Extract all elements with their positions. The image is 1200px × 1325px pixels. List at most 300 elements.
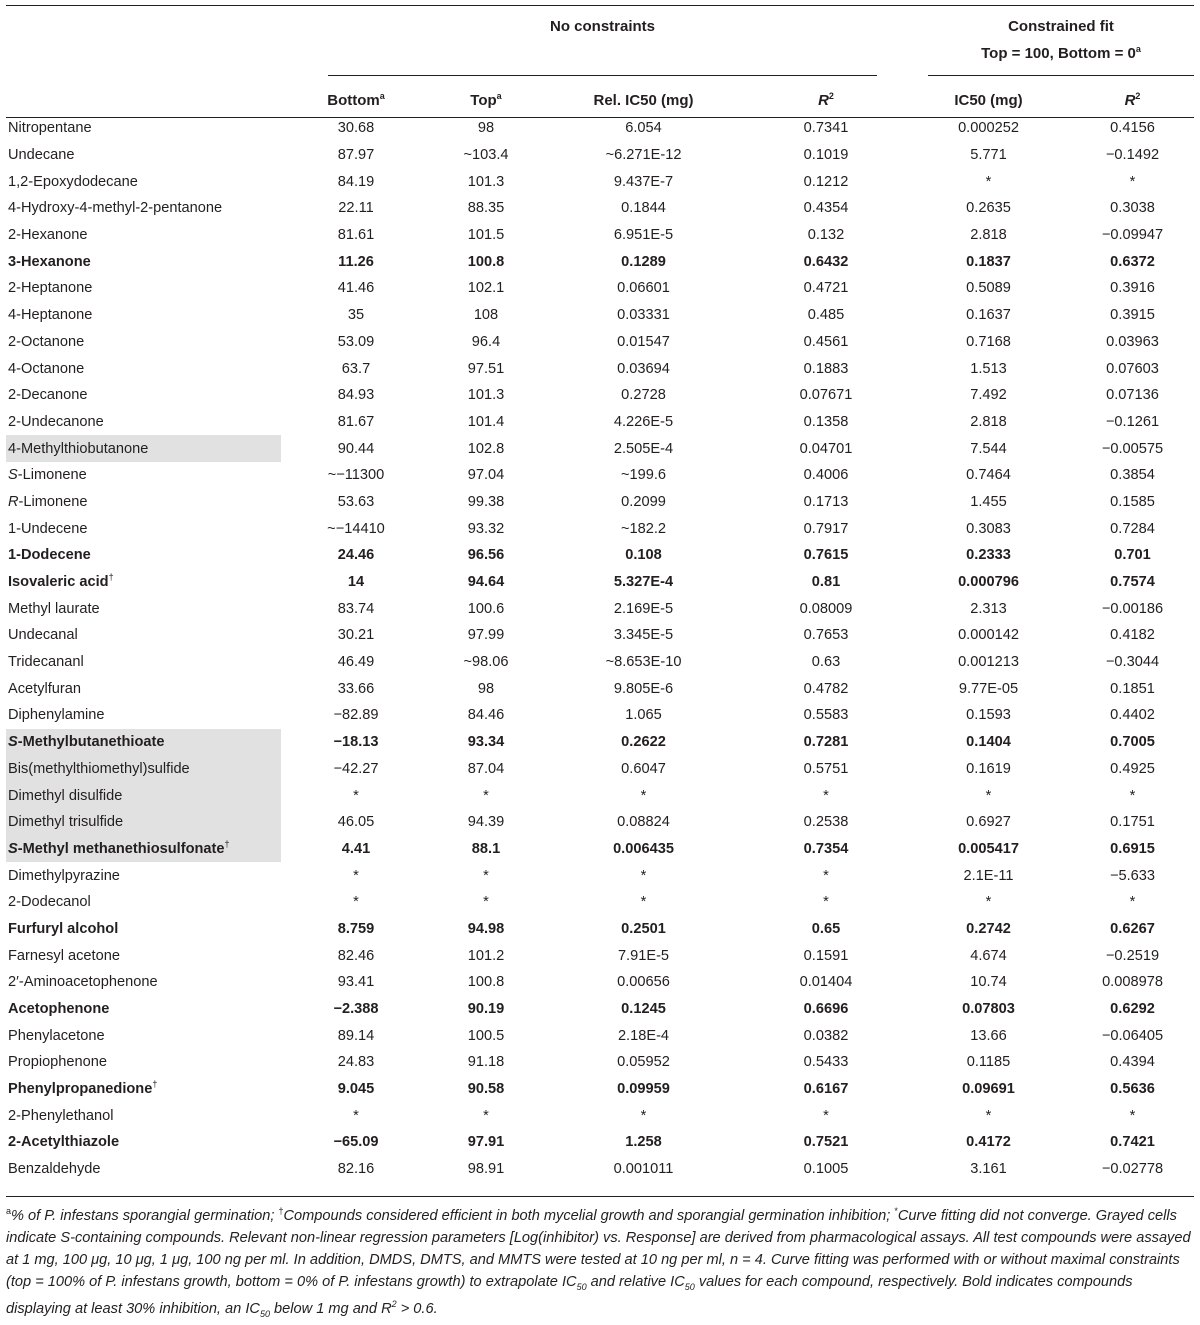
value-cell: 0.7464 (966, 467, 1011, 484)
table-row (6, 702, 1194, 729)
value-cell: 0.4156 (1110, 120, 1155, 137)
value-cell: 9.77E-05 (958, 680, 1019, 697)
value-cell: 98.91 (467, 1161, 505, 1178)
value-cell: 93.34 (467, 734, 505, 751)
compound-name (6, 195, 281, 222)
compound-name (6, 809, 281, 836)
value-cell: 0.2728 (621, 387, 666, 404)
table-row (6, 435, 1194, 462)
value-cell: 0.06601 (617, 280, 670, 297)
value-cell: 0.000796 (958, 574, 1019, 591)
value-cell: 98 (477, 120, 495, 137)
value-cell: 0.04701 (799, 440, 853, 457)
table-row (6, 142, 1194, 169)
compound-name (6, 248, 281, 275)
value-cell: 0.001213 (958, 654, 1019, 671)
value-cell: 0.1212 (803, 173, 849, 190)
value-cell: 0.1713 (803, 493, 849, 510)
value-cell: 0.485 (807, 307, 845, 324)
value-cell: 7.492 (970, 387, 1007, 404)
value-cell: −2.388 (333, 1001, 379, 1018)
compound-name-text: Diphenylamine (8, 707, 105, 724)
value-cell: 90.58 (467, 1081, 505, 1098)
value-cell: * (483, 1107, 489, 1124)
value-cell: 8.759 (337, 920, 375, 937)
compound-name (6, 569, 281, 596)
value-cell: 24.46 (337, 547, 375, 564)
value-cell: 90.19 (467, 1001, 505, 1018)
value-cell: 83.74 (337, 600, 375, 617)
value-cell: 2.505E-4 (613, 440, 674, 457)
value-cell: 99.38 (467, 493, 505, 510)
table-row (6, 1022, 1194, 1049)
compound-name-text: 2-Acetylthiazole (8, 1134, 120, 1151)
table-row (6, 355, 1194, 382)
value-cell: 0.08824 (617, 814, 670, 831)
compound-stereo-prefix: R (8, 493, 19, 510)
value-cell: 0.7341 (803, 120, 849, 137)
value-cell: 0.5636 (1110, 1081, 1155, 1098)
compound-name-text: Nitropentane (8, 120, 92, 137)
table-row (6, 969, 1194, 996)
table-row (6, 222, 1194, 249)
value-cell: 100.5 (467, 1027, 505, 1044)
value-cell: 0.6915 (1110, 840, 1155, 857)
compound-name-text: 2-Octanone (8, 333, 85, 350)
value-cell: 0.1851 (1110, 680, 1155, 697)
compound-name-text: Bis(methylthiomethyl)sulfide (8, 760, 190, 777)
value-cell: 0.0382 (803, 1027, 849, 1044)
value-cell: 100.8 (467, 253, 505, 270)
compound-name (6, 142, 281, 169)
compound-name (6, 222, 281, 249)
value-cell: 0.7574 (1110, 574, 1155, 591)
table-footnote (6, 1205, 1194, 1325)
value-cell: 102.1 (467, 280, 505, 297)
value-cell: 0.7284 (1110, 520, 1155, 537)
table-row (6, 622, 1194, 649)
table-row (6, 1102, 1194, 1129)
column-header-5 (906, 85, 1071, 115)
value-cell: 0.7917 (803, 520, 849, 537)
value-cell: −0.00575 (1101, 440, 1164, 457)
value-cell: 0.1637 (966, 307, 1011, 324)
value-cell: 0.03963 (1106, 333, 1159, 350)
compound-name-text: 2-Dodecanol (8, 894, 91, 911)
value-cell: 94.39 (467, 814, 505, 831)
value-cell: * (985, 894, 992, 911)
column-header-6 (1071, 85, 1194, 115)
compound-name-text: Dimethyl disulfide (8, 787, 123, 804)
value-cell: ~8.653E-10 (605, 654, 682, 671)
compound-name-text: -Methyl methanethiosulfonate (17, 840, 225, 857)
value-cell: 0.4561 (803, 333, 849, 350)
value-cell: ~103.4 (463, 147, 509, 164)
value-cell: 53.63 (337, 493, 375, 510)
compound-name-text: -Methylbutanethioate (17, 734, 165, 751)
value-cell: 0.1245 (621, 1001, 666, 1018)
value-cell: * (985, 787, 992, 804)
compound-name-text: 3-Hexanone (8, 253, 91, 270)
value-cell: 101.2 (467, 947, 505, 964)
compound-name-text: Propiophenone (8, 1054, 107, 1071)
value-cell: 14 (347, 574, 365, 591)
group-label-line2-text: Top = 100, Bottom = 0 (981, 45, 1136, 62)
group-underline-no-constraints (328, 75, 877, 76)
footnote-dagger-text: Compounds considered efficient in both mycelial growth and sporangial germination inhibition; (283, 1208, 895, 1224)
value-cell: 0.001011 (613, 1161, 674, 1178)
table-row (6, 836, 1194, 863)
table-row (6, 248, 1194, 275)
footnote-sub-2: 50 (684, 1281, 695, 1292)
compound-name-text: Benzaldehyde (8, 1161, 101, 1178)
value-cell: 0.1358 (803, 413, 849, 430)
compound-name (6, 275, 281, 302)
footnote-star-text: Curve fitting did not converge. Grayed cells indicate S-containing compounds. Relevant non-linear regression parameters [Log(inhibitor) vs. Response] are derived from pharmacological assays. All test compounds were assayed at 1 mg, 100 μg, 10 μg, 1 μg, 100 ng per ml. In addition, DMDS, DMTS, and MMTS were tested at 10 ng per ml, n = 4. Curve fitting was performed with or without maximal constraints (top = 100% of P. infestans growth, bottom = 0% of P. infestans growth) to extrapolate IC (6, 1208, 1191, 1290)
table-header (6, 85, 1194, 115)
value-cell: 1.513 (970, 360, 1007, 377)
value-cell: 1.065 (625, 707, 662, 724)
compound-stereo-prefix: S (8, 840, 18, 857)
column-header-row (6, 85, 1194, 115)
table-row (6, 409, 1194, 436)
compound-name (6, 1049, 281, 1076)
table-row (6, 542, 1194, 569)
value-cell: 0.09691 (962, 1081, 1015, 1098)
value-cell: 97.99 (467, 627, 505, 644)
table-row (6, 782, 1194, 809)
value-cell: 2.1E-11 (963, 867, 1014, 884)
footnote-mid-text: and relative IC (586, 1274, 685, 1290)
compound-name (6, 329, 281, 356)
compound-name-text: Methyl laurate (8, 600, 100, 617)
column-header-label: Rel. IC50 (mg) (593, 91, 694, 109)
footnote-a-text: % of P. infestans sporangial germination; (11, 1208, 279, 1224)
table-row (6, 275, 1194, 302)
table-row (6, 595, 1194, 622)
table-row (6, 1129, 1194, 1156)
table-row (6, 889, 1194, 916)
value-cell: 2.818 (970, 413, 1007, 430)
value-cell: 0.1619 (966, 760, 1011, 777)
value-cell: −65.09 (333, 1134, 379, 1151)
value-cell: * (823, 1107, 829, 1124)
compound-name (6, 675, 281, 702)
group-header-constrained-fit (928, 13, 1194, 67)
compound-name (6, 836, 281, 863)
value-cell: 0.1751 (1110, 814, 1155, 831)
value-cell: 0.4182 (1110, 627, 1155, 644)
value-cell: 46.05 (337, 814, 375, 831)
table-row (6, 382, 1194, 409)
value-cell: −0.3044 (1105, 654, 1160, 671)
footnote-final-sup: 2 (391, 1299, 397, 1310)
top-rule (6, 5, 1194, 6)
compound-name-text: 2-Phenylethanol (8, 1107, 114, 1124)
compound-name (6, 462, 281, 489)
value-cell: 0.3038 (1110, 200, 1155, 217)
compound-name (6, 382, 281, 409)
value-cell: 0.4925 (1110, 760, 1155, 777)
compound-name-text: 4-Heptanone (8, 307, 93, 324)
value-cell: −5.633 (1109, 867, 1156, 884)
value-cell: 53.09 (337, 333, 375, 350)
value-cell: ~6.271E-12 (605, 147, 682, 164)
footnote-final-text: below 1 mg and R (269, 1300, 392, 1317)
value-cell: 0.006435 (613, 840, 674, 857)
table-row (6, 729, 1194, 756)
compound-name (6, 702, 281, 729)
value-cell: 0.7521 (803, 1134, 849, 1151)
value-cell: −0.09947 (1101, 227, 1164, 244)
value-cell: 0.5583 (803, 707, 849, 724)
compound-name-text: Furfuryl alcohol (8, 920, 119, 937)
column-header-label: Bottom (327, 91, 380, 109)
value-cell: 100.8 (467, 974, 505, 991)
value-cell: 0.1844 (621, 200, 666, 217)
value-cell: 0.4402 (1110, 707, 1155, 724)
value-cell: * (1129, 173, 1136, 190)
compound-name-text: 1,2-Epoxydodecane (8, 173, 138, 190)
compound-name-text: 2-Undecanone (8, 413, 104, 430)
value-cell: 3.161 (970, 1161, 1007, 1178)
value-cell: 0.1019 (803, 147, 849, 164)
value-cell: 33.66 (337, 680, 375, 697)
footnote-sub-1: 50 (576, 1281, 587, 1292)
footnote-a-mark: a (6, 1206, 12, 1217)
compound-name-text: 4-Octanone (8, 360, 85, 377)
value-cell: −0.00186 (1101, 600, 1164, 617)
data-table (6, 85, 1194, 1183)
compound-name (6, 355, 281, 382)
value-cell: 82.16 (337, 1161, 375, 1178)
compound-name-text: 2-Hexanone (8, 227, 88, 244)
value-cell: 0.4721 (803, 280, 849, 297)
table-row (6, 515, 1194, 542)
value-cell: 0.81 (811, 574, 841, 591)
value-cell: 0.2501 (621, 920, 666, 937)
table-row (6, 195, 1194, 222)
column-header-sup: 2 (1135, 90, 1141, 101)
value-cell: −82.89 (333, 707, 379, 724)
value-cell: * (1129, 787, 1136, 804)
value-cell: 0.7421 (1110, 1134, 1155, 1151)
value-cell: 0.000252 (958, 120, 1019, 137)
value-cell: ~98.06 (463, 654, 509, 671)
compound-stereo-prefix: S (8, 734, 18, 751)
table-row (6, 329, 1194, 356)
column-header-sup: a (379, 90, 385, 101)
compound-name-text: -Limonene (17, 467, 87, 484)
compound-name (6, 942, 281, 969)
compound-name-text: Undecanal (8, 627, 78, 644)
compound-name-text: Phenylacetone (8, 1027, 105, 1044)
value-cell: 9.437E-7 (613, 173, 674, 190)
value-cell: 0.07803 (962, 1001, 1015, 1018)
compound-name-text: Farnesyl acetone (8, 947, 120, 964)
value-cell: 108 (473, 307, 499, 324)
value-cell: * (640, 894, 647, 911)
compound-name (6, 168, 281, 195)
value-cell: 0.108 (625, 547, 662, 564)
value-cell: 97.51 (467, 360, 505, 377)
value-cell: 11.26 (338, 253, 374, 270)
value-cell: 101.5 (467, 227, 505, 244)
value-cell: 100.6 (467, 600, 505, 617)
value-cell: 5.771 (970, 147, 1007, 164)
value-cell: 41.46 (337, 280, 375, 297)
value-cell: * (985, 1107, 992, 1124)
value-cell: 0.3915 (1110, 307, 1155, 324)
value-cell: 0.6047 (621, 760, 666, 777)
value-cell: 0.2538 (803, 814, 849, 831)
value-cell: 0.2622 (621, 734, 666, 751)
value-cell: 0.005417 (958, 840, 1019, 857)
value-cell: −18.13 (333, 734, 379, 751)
value-cell: * (1129, 894, 1136, 911)
value-cell: 0.7354 (803, 840, 849, 857)
value-cell: −42.27 (333, 760, 379, 777)
value-cell: 0.008978 (1102, 974, 1163, 991)
compound-name (6, 729, 281, 756)
table-row (6, 115, 1194, 142)
value-cell: 0.5089 (966, 280, 1011, 297)
value-cell: 0.2333 (966, 547, 1011, 564)
value-cell: 0.6696 (803, 1001, 849, 1018)
value-cell: 96.4 (471, 333, 501, 350)
value-cell: 87.97 (337, 147, 375, 164)
value-cell: 0.1837 (966, 253, 1011, 270)
value-cell: 0.01404 (799, 974, 853, 991)
value-cell: * (353, 894, 359, 911)
header-rule (6, 117, 1194, 118)
value-cell: 98 (477, 680, 495, 697)
value-cell: 93.32 (467, 520, 505, 537)
value-cell: 102.8 (467, 440, 505, 457)
value-cell: 0.3916 (1110, 280, 1155, 297)
compound-name-text: 1-Dodecene (8, 547, 91, 564)
value-cell: 0.1185 (966, 1054, 1011, 1071)
table-row (6, 675, 1194, 702)
compound-name (6, 916, 281, 943)
column-header-sup: 2 (828, 90, 834, 101)
value-cell: 0.09959 (617, 1081, 670, 1098)
value-cell: 0.3854 (1110, 467, 1155, 484)
table-row (6, 942, 1194, 969)
group-header-no-constraints (328, 13, 877, 40)
value-cell: * (483, 867, 489, 884)
compound-name (6, 595, 281, 622)
compound-name (6, 1022, 281, 1049)
compound-name (6, 969, 281, 996)
value-cell: 0.6927 (966, 814, 1011, 831)
value-cell: 0.4782 (803, 680, 849, 697)
value-cell: −0.02778 (1101, 1161, 1164, 1178)
compound-name-text: Phenylpropanedione (8, 1081, 153, 1098)
value-cell: * (823, 867, 829, 884)
compound-name (6, 515, 281, 542)
value-cell: 0.4006 (803, 467, 849, 484)
value-cell: 0.1005 (803, 1161, 849, 1178)
compound-name (6, 1102, 281, 1129)
value-cell: 96.56 (467, 547, 505, 564)
value-cell: ~182.2 (620, 520, 667, 537)
compound-name (6, 1156, 281, 1183)
value-cell: 2.169E-5 (613, 600, 674, 617)
value-cell: 0.6432 (803, 253, 849, 270)
table-row (6, 462, 1194, 489)
value-cell: * (353, 787, 359, 804)
value-cell: 90.44 (337, 440, 375, 457)
compound-name (6, 996, 281, 1023)
value-cell: 30.21 (337, 627, 375, 644)
table-row (6, 1076, 1194, 1103)
table-row (6, 569, 1194, 596)
compound-name (6, 489, 281, 516)
group-label-line2 (928, 40, 1194, 67)
value-cell: 88.35 (467, 200, 505, 217)
compound-name (6, 302, 281, 329)
compound-name-text: 2-Decanone (8, 387, 88, 404)
value-cell: 63.7 (341, 360, 371, 377)
value-cell: 3.345E-5 (613, 627, 674, 644)
value-cell: 7.91E-5 (617, 947, 670, 964)
value-cell: 4.674 (970, 947, 1007, 964)
value-cell: 0.1591 (803, 947, 849, 964)
value-cell: * (823, 894, 829, 911)
value-cell: 13.66 (970, 1027, 1007, 1044)
value-cell: 2.818 (970, 227, 1007, 244)
column-header-sup: a (496, 90, 502, 101)
value-cell: 0.701 (1114, 547, 1151, 564)
value-cell: −0.2519 (1105, 947, 1160, 964)
value-cell: * (985, 173, 992, 190)
value-cell: 0.03694 (617, 360, 670, 377)
value-cell: 82.46 (337, 947, 375, 964)
value-cell: 0.4172 (966, 1134, 1011, 1151)
compound-name-text: Dimethylpyrazine (8, 867, 120, 884)
table-row (6, 916, 1194, 943)
value-cell: 4.226E-5 (613, 413, 674, 430)
table-row (6, 1156, 1194, 1183)
table-row (6, 1049, 1194, 1076)
value-cell: −0.1492 (1105, 147, 1160, 164)
value-cell: 89.14 (337, 1027, 375, 1044)
value-cell: ~−11300 (327, 467, 385, 484)
table-row (6, 862, 1194, 889)
value-cell: 0.01547 (617, 333, 670, 350)
value-cell: 10.74 (970, 974, 1007, 991)
value-cell: 6.951E-5 (613, 227, 674, 244)
compound-name (6, 756, 281, 783)
value-cell: −0.06405 (1101, 1027, 1164, 1044)
footnote-dagger-mark: † (278, 1206, 284, 1217)
compound-name (6, 862, 281, 889)
compound-name-text: Dimethyl trisulfide (8, 814, 124, 831)
value-cell: 0.132 (807, 227, 845, 244)
value-cell: 0.3083 (966, 520, 1011, 537)
value-cell: 0.4354 (803, 200, 849, 217)
value-cell: 0.07603 (1106, 360, 1159, 377)
value-cell: 0.2099 (621, 493, 666, 510)
value-cell: 0.6372 (1110, 253, 1155, 270)
compound-name (6, 622, 281, 649)
value-cell: 0.08009 (799, 600, 853, 617)
value-cell: 0.6267 (1110, 920, 1155, 937)
table-row (6, 996, 1194, 1023)
value-cell: 97.91 (467, 1134, 505, 1151)
value-cell: 7.544 (970, 440, 1007, 457)
